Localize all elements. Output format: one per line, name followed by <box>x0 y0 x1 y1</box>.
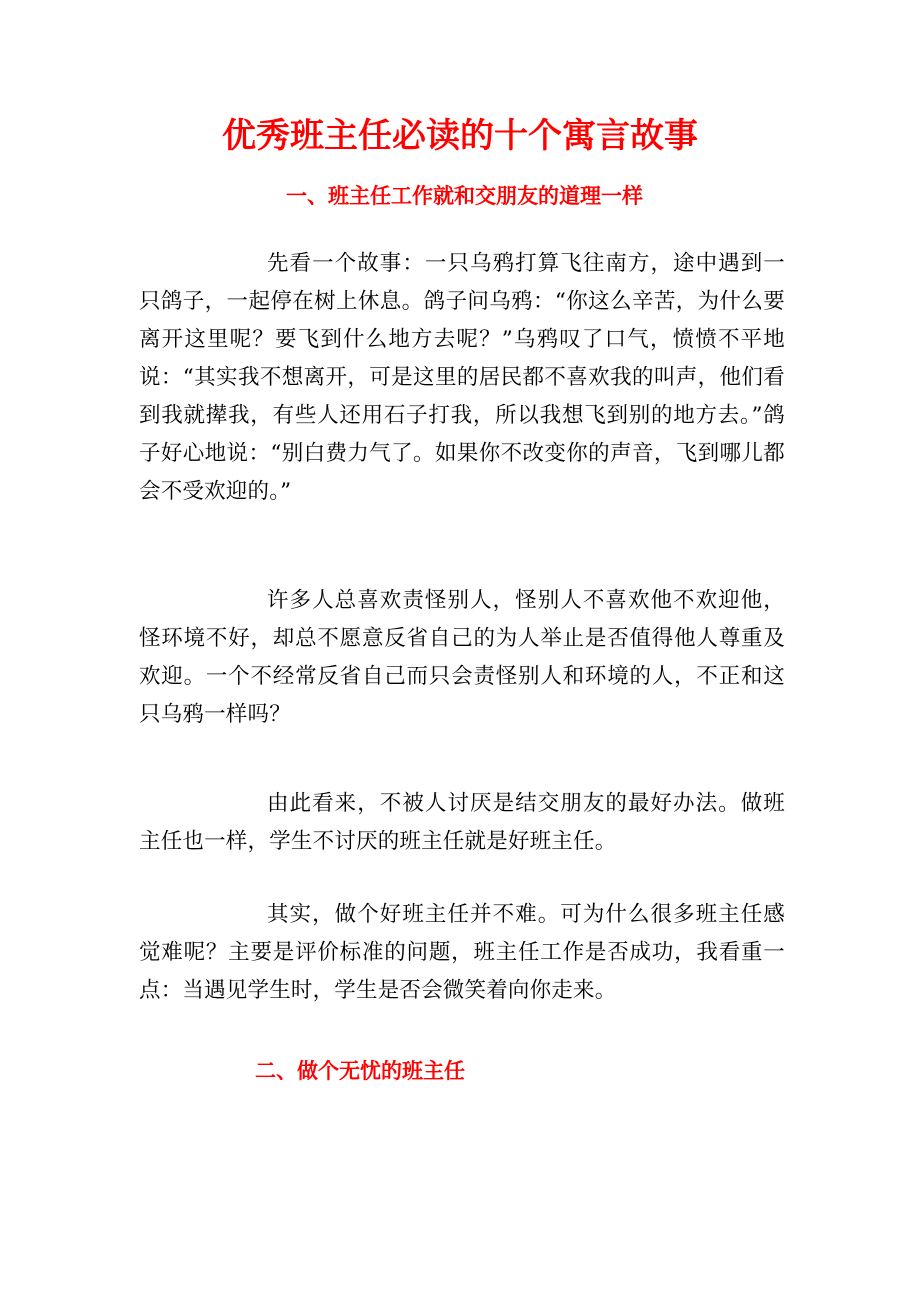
paragraph-standard: 其实，做个好班主任并不难。可为什么很多班主任感觉难呢？主要是评价标准的问题，班主任工作是否成功，我看重一点：当遇见学生时，学生是否会微笑着向你走来。 <box>139 902 785 1003</box>
paragraph-conclusion: 由此看来，不被人讨厌是结交朋友的最好办法。做班主任也一样，学生不讨厌的班主任就是好班主任。 <box>139 791 785 854</box>
paragraph-story: 先看一个故事：一只乌鸦打算飞往南方，途中遇到一只鸽子，一起停在树上休息。鸽子问乌鸦：“你这么辛苦，为什么要离开这里呢？要飞到什么地方去呢？”乌鸦叹了口气，愤愤不平地说：“其实我不想离开，可是这里的居民都不喜欢我的叫声，他们看到我就撵我，有些人还用石子打我，所以我想飞到别的地方去。”鸽子好心地说：“别白费力气了。如果你不改变你的声音，飞到哪儿都会不受欢迎的。” <box>139 251 785 504</box>
document-title: 优秀班主任必读的十个寓言故事 <box>222 116 698 156</box>
section-heading-1: 一、班主任工作就和交朋友的道理一样 <box>286 183 643 208</box>
paragraph-reflection: 许多人总喜欢责怪别人，怪别人不喜欢他不欢迎他，怪环境不好，却总不愿意反省自己的为人举止是否值得他人尊重及欢迎。一个不经常反省自己而只会责怪别人和环境的人，不正和这只乌鸦一样吗？ <box>139 588 785 727</box>
section-heading-2: 二、做个无忧的班主任 <box>255 1058 465 1083</box>
